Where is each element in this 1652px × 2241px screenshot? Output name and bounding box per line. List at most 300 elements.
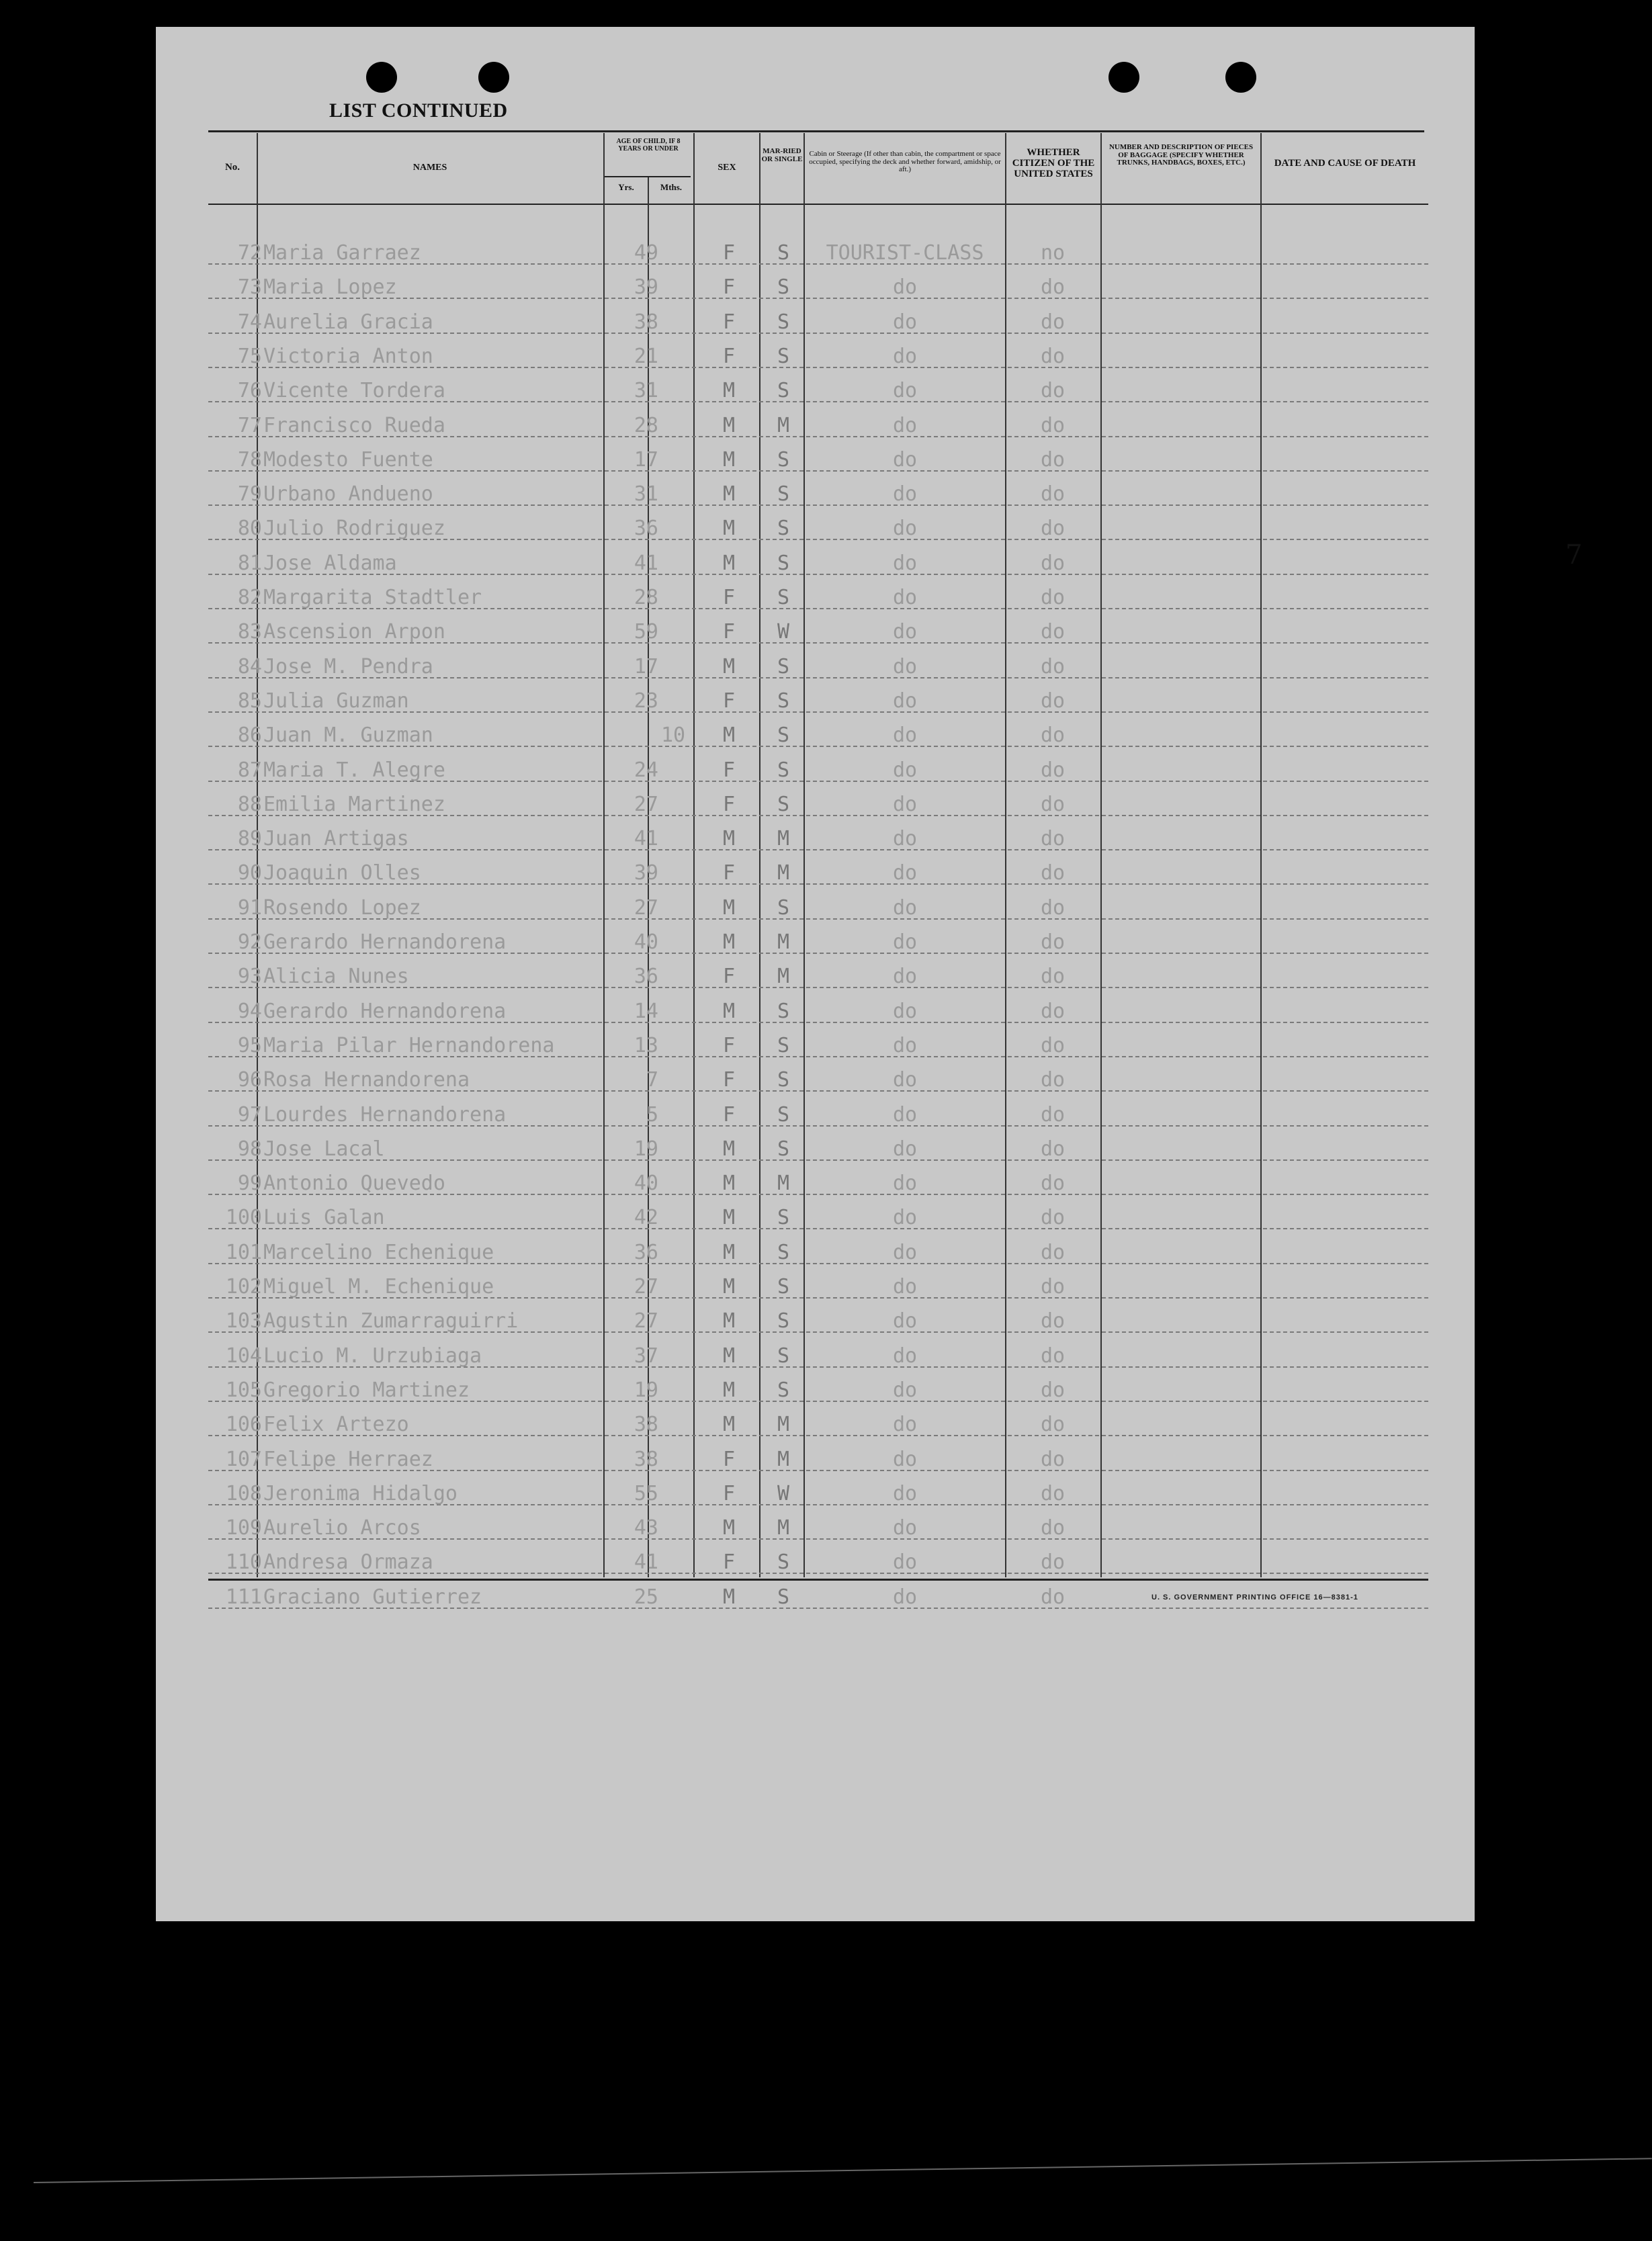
cell-mar: M xyxy=(777,930,790,954)
cell-sex: F xyxy=(722,1034,736,1057)
cell-cit: do xyxy=(1040,345,1066,368)
cell-mar: S xyxy=(777,275,790,299)
cell-cabin: do xyxy=(892,723,918,747)
cell-cabin: do xyxy=(892,586,918,609)
cell-no: 96 xyxy=(237,1068,262,1092)
cell-sex: F xyxy=(722,275,736,299)
cell-sex: M xyxy=(722,448,736,472)
cell-mar: S xyxy=(777,723,790,747)
cell-sex: F xyxy=(722,241,736,265)
cell-cit: do xyxy=(1040,482,1066,506)
margin-mark: 7 xyxy=(1565,539,1583,570)
cell-cabin: do xyxy=(892,861,918,885)
cell-yrs: 38 xyxy=(634,1448,658,1471)
cell-mar: S xyxy=(777,482,790,506)
scan-edge-line xyxy=(34,2158,1652,2183)
cell-mar: S xyxy=(777,1378,790,1402)
cell-sex: M xyxy=(722,827,736,850)
cell-cit: do xyxy=(1040,689,1066,713)
cell-mar: S xyxy=(777,310,790,334)
cell-name: Rosendo Lopez xyxy=(263,896,421,920)
cell-name: Agustin Zumarraguirri xyxy=(263,1309,519,1333)
cell-cit: do xyxy=(1040,1241,1066,1264)
cell-no: 76 xyxy=(237,379,262,402)
cell-yrs: 40 xyxy=(634,1172,658,1195)
cell-cit: no xyxy=(1040,241,1066,265)
cell-mar: S xyxy=(777,1103,790,1127)
cell-mar: S xyxy=(777,345,790,368)
cell-sex: M xyxy=(722,1309,736,1333)
cell-name: Jose Aldama xyxy=(263,552,397,575)
cell-yrs: 14 xyxy=(634,1000,658,1023)
manifest-page xyxy=(156,27,1583,1921)
cell-mar: S xyxy=(777,1309,790,1333)
cell-cabin: TOURIST-CLASS xyxy=(826,241,984,265)
cell-cabin: do xyxy=(892,1241,918,1264)
cell-sex: M xyxy=(722,1378,736,1402)
cell-sex: M xyxy=(722,552,736,575)
cell-cabin: do xyxy=(892,827,918,850)
cell-name: Vicente Tordera xyxy=(263,379,445,402)
cell-cit: do xyxy=(1040,655,1066,678)
cell-no: 88 xyxy=(237,793,262,816)
cell-cabin: do xyxy=(892,1378,918,1402)
cell-cit: do xyxy=(1040,1550,1066,1574)
cell-sex: F xyxy=(722,345,736,368)
cell-cit: do xyxy=(1040,896,1066,920)
cell-cabin: do xyxy=(892,310,918,334)
cell-yrs: 23 xyxy=(634,689,658,713)
cell-cabin: do xyxy=(892,1206,918,1229)
row-ruling xyxy=(208,1228,1428,1229)
cell-sex: F xyxy=(722,1103,736,1127)
cell-name: Maria Garraez xyxy=(263,241,421,265)
cell-yrs: 38 xyxy=(634,1413,658,1436)
cell-yrs: 5 xyxy=(646,1103,658,1127)
cell-name: Rosa Hernandorena xyxy=(263,1068,470,1092)
cell-yrs: 41 xyxy=(634,1550,658,1574)
cell-cit: do xyxy=(1040,1034,1066,1057)
header-bottom-rule xyxy=(208,204,1428,205)
cell-mar: S xyxy=(777,1206,790,1229)
cell-sex: F xyxy=(722,1448,736,1471)
cell-cabin: do xyxy=(892,1068,918,1092)
cell-mar: S xyxy=(777,793,790,816)
cell-yrs: 28 xyxy=(634,414,658,437)
cell-cit: do xyxy=(1040,1275,1066,1299)
cell-sex: M xyxy=(722,1516,736,1540)
cell-mar: S xyxy=(777,586,790,609)
cell-name: Julio Rodriguez xyxy=(263,517,445,540)
cell-sex: M xyxy=(722,930,736,954)
cell-no: 74 xyxy=(237,310,262,334)
cell-no: 99 xyxy=(237,1172,262,1195)
cell-no: 85 xyxy=(237,689,262,713)
cell-sex: F xyxy=(722,1482,736,1505)
cell-cabin: do xyxy=(892,1103,918,1127)
header-top-rule xyxy=(208,130,1424,132)
cell-mar: S xyxy=(777,896,790,920)
cell-yrs: 17 xyxy=(634,655,658,678)
cell-mar: M xyxy=(777,414,790,437)
cell-name: Alicia Nunes xyxy=(263,965,409,988)
cell-name: Juan M. Guzman xyxy=(263,723,433,747)
cell-mar: S xyxy=(777,655,790,678)
cell-sex: M xyxy=(722,1413,736,1436)
cell-yrs: 28 xyxy=(634,586,658,609)
cell-no: 87 xyxy=(237,758,262,782)
cell-mar: S xyxy=(777,552,790,575)
cell-sex: F xyxy=(722,861,736,885)
cell-cit: do xyxy=(1040,1413,1066,1436)
cell-cabin: do xyxy=(892,1516,918,1540)
cell-sex: M xyxy=(722,1172,736,1195)
cell-cabin: do xyxy=(892,1482,918,1505)
cell-sex: M xyxy=(722,896,736,920)
punch-hole xyxy=(478,62,509,93)
cell-mar: S xyxy=(777,758,790,782)
cell-cabin: do xyxy=(892,345,918,368)
cell-no: 94 xyxy=(237,1000,262,1023)
cell-cabin: do xyxy=(892,896,918,920)
cell-cabin: do xyxy=(892,1344,918,1368)
cell-cit: do xyxy=(1040,1585,1066,1609)
cell-cit: do xyxy=(1040,1103,1066,1127)
cell-cit: do xyxy=(1040,1137,1066,1161)
cell-no: 97 xyxy=(237,1103,262,1127)
cell-sex: M xyxy=(722,414,736,437)
cell-yrs: 37 xyxy=(634,1344,658,1368)
cell-sex: M xyxy=(722,1344,736,1368)
cell-yrs: 7 xyxy=(646,1068,658,1092)
cell-no: 107 xyxy=(225,1448,262,1471)
cell-cit: do xyxy=(1040,827,1066,850)
cell-cabin: do xyxy=(892,1034,918,1057)
cell-name: Gerardo Hernandorena xyxy=(263,1000,507,1023)
cell-cabin: do xyxy=(892,379,918,402)
cell-no: 106 xyxy=(225,1413,262,1436)
cell-name: Jose Lacal xyxy=(263,1137,385,1161)
cell-cabin: do xyxy=(892,517,918,540)
cell-name: Juan Artigas xyxy=(263,827,409,850)
cell-no: 83 xyxy=(237,620,262,644)
cell-yrs: 43 xyxy=(634,1516,658,1540)
cell-sex: F xyxy=(722,793,736,816)
cell-cit: do xyxy=(1040,793,1066,816)
cell-cabin: do xyxy=(892,793,918,816)
cell-yrs: 31 xyxy=(634,482,658,506)
cell-cit: do xyxy=(1040,586,1066,609)
cell-no: 90 xyxy=(237,861,262,885)
header-cabin: Cabin or Steerage (If other than cabin, the compartment or space occupied, specifying the deck and whether forward, amidship, or aft.) xyxy=(809,150,1001,174)
cell-yrs: 27 xyxy=(634,1309,658,1333)
cell-mar: W xyxy=(777,1482,790,1505)
cell-yrs: 36 xyxy=(634,517,658,540)
cell-yrs: 49 xyxy=(634,241,658,265)
cell-cit: do xyxy=(1040,1172,1066,1195)
cell-name: Aurelia Gracia xyxy=(263,310,433,334)
cell-mar: S xyxy=(777,448,790,472)
punch-hole xyxy=(1108,62,1139,93)
cell-sex: M xyxy=(722,482,736,506)
cell-cabin: do xyxy=(892,482,918,506)
header-no: No. xyxy=(224,162,241,173)
cell-mar: S xyxy=(777,1550,790,1574)
cell-cit: do xyxy=(1040,275,1066,299)
cell-cabin: do xyxy=(892,448,918,472)
cell-name: Maria Pilar Hernandorena xyxy=(263,1034,555,1057)
cell-mar: S xyxy=(777,1034,790,1057)
cell-name: Jeronima Hidalgo xyxy=(263,1482,458,1505)
header-baggage: NUMBER AND DESCRIPTION OF PIECES OF BAGGAGE (SPECIFY WHETHER TRUNKS, HANDBAGS, BOXES, ETC.) xyxy=(1108,143,1254,167)
header-yrs: Yrs. xyxy=(618,182,634,192)
header-mths: Mths. xyxy=(660,182,683,192)
cell-cabin: do xyxy=(892,930,918,954)
cell-no: 105 xyxy=(225,1378,262,1402)
cell-mar: M xyxy=(777,1516,790,1540)
cell-yrs: 39 xyxy=(634,861,658,885)
cell-mar: S xyxy=(777,1068,790,1092)
cell-mar: S xyxy=(777,1585,790,1609)
cell-yrs: 13 xyxy=(634,1034,658,1057)
cell-cit: do xyxy=(1040,379,1066,402)
cell-name: Lourdes Hernandorena xyxy=(263,1103,507,1127)
cell-mar: S xyxy=(777,1137,790,1161)
cell-no: 79 xyxy=(237,482,262,506)
cell-cit: do xyxy=(1040,930,1066,954)
cell-sex: F xyxy=(722,965,736,988)
cell-cabin: do xyxy=(892,275,918,299)
cell-cabin: do xyxy=(892,758,918,782)
cell-mar: S xyxy=(777,1000,790,1023)
cell-name: Francisco Rueda xyxy=(263,414,445,437)
cell-name: Maria T. Alegre xyxy=(263,758,445,782)
cell-mar: S xyxy=(777,517,790,540)
column-divider xyxy=(1260,133,1262,1577)
cell-yrs: 42 xyxy=(634,1206,658,1229)
cell-cabin: do xyxy=(892,1172,918,1195)
cell-cit: do xyxy=(1040,1516,1066,1540)
cell-cit: do xyxy=(1040,1482,1066,1505)
cell-no: 100 xyxy=(225,1206,262,1229)
cell-cabin: do xyxy=(892,552,918,575)
cell-name: Joaquin Olles xyxy=(263,861,421,885)
cell-cabin: do xyxy=(892,1000,918,1023)
cell-no: 82 xyxy=(237,586,262,609)
cell-cit: do xyxy=(1040,1309,1066,1333)
cell-cabin: do xyxy=(892,414,918,437)
cell-no: 81 xyxy=(237,552,262,575)
cell-cit: do xyxy=(1040,965,1066,988)
cell-cabin: do xyxy=(892,1585,918,1609)
cell-sex: F xyxy=(722,689,736,713)
cell-cabin: do xyxy=(892,689,918,713)
cell-cabin: do xyxy=(892,1550,918,1574)
cell-yrs: 36 xyxy=(634,1241,658,1264)
cell-sex: M xyxy=(722,1137,736,1161)
cell-name: Modesto Fuente xyxy=(263,448,433,472)
cell-no: 101 xyxy=(225,1241,262,1264)
cell-cabin: do xyxy=(892,655,918,678)
header-married: MAR-RIED OR SINGLE xyxy=(761,147,803,163)
cell-no: 77 xyxy=(237,414,262,437)
cell-yrs: 17 xyxy=(634,448,658,472)
cell-cit: do xyxy=(1040,310,1066,334)
cell-sex: F xyxy=(722,758,736,782)
cell-name: Margarita Stadtler xyxy=(263,586,482,609)
cell-no: 111 xyxy=(225,1585,262,1609)
cell-name: Emilia Martinez xyxy=(263,793,445,816)
cell-yrs: 31 xyxy=(634,379,658,402)
cell-cit: do xyxy=(1040,1344,1066,1368)
cell-sex: M xyxy=(722,1585,736,1609)
cell-yrs: 24 xyxy=(634,758,658,782)
cell-mar: S xyxy=(777,1241,790,1264)
cell-no: 78 xyxy=(237,448,262,472)
cell-sex: M xyxy=(722,655,736,678)
cell-cit: do xyxy=(1040,1378,1066,1402)
cell-no: 102 xyxy=(225,1275,262,1299)
header-citizen: WHETHER CITIZEN OF THE UNITED STATES xyxy=(1012,147,1095,179)
cell-cit: do xyxy=(1040,861,1066,885)
cell-name: Gregorio Martinez xyxy=(263,1378,470,1402)
cell-mar: W xyxy=(777,620,790,644)
cell-name: Gerardo Hernandorena xyxy=(263,930,507,954)
cell-mar: S xyxy=(777,241,790,265)
cell-name: Jose M. Pendra xyxy=(263,655,433,678)
cell-cabin: do xyxy=(892,1275,918,1299)
cell-name: Maria Lopez xyxy=(263,275,397,299)
cell-yrs: 55 xyxy=(634,1482,658,1505)
cell-yrs: 41 xyxy=(634,827,658,850)
age-subheader-rule xyxy=(603,176,691,177)
cell-mar: M xyxy=(777,1172,790,1195)
cell-cit: do xyxy=(1040,758,1066,782)
punch-hole xyxy=(366,62,397,93)
cell-sex: M xyxy=(722,1241,736,1264)
cell-name: Andresa Ormaza xyxy=(263,1550,433,1574)
cell-name: Antonio Quevedo xyxy=(263,1172,445,1195)
cell-cit: do xyxy=(1040,414,1066,437)
cell-no: 103 xyxy=(225,1309,262,1333)
cell-name: Julia Guzman xyxy=(263,689,409,713)
cell-mar: M xyxy=(777,1413,790,1436)
cell-mar: M xyxy=(777,861,790,885)
cell-no: 93 xyxy=(237,965,262,988)
cell-no: 73 xyxy=(237,275,262,299)
cell-sex: F xyxy=(722,1550,736,1574)
cell-no: 86 xyxy=(237,723,262,747)
cell-mar: S xyxy=(777,1275,790,1299)
cell-sex: M xyxy=(722,1206,736,1229)
cell-cabin: do xyxy=(892,1309,918,1333)
cell-no: 72 xyxy=(237,241,262,265)
cell-no: 104 xyxy=(225,1344,262,1368)
cell-sex: F xyxy=(722,310,736,334)
cell-no: 80 xyxy=(237,517,262,540)
cell-name: Aurelio Arcos xyxy=(263,1516,421,1540)
table-bottom-rule xyxy=(208,1579,1428,1581)
cell-no: 98 xyxy=(237,1137,262,1161)
cell-yrs: 41 xyxy=(634,552,658,575)
cell-yrs: 38 xyxy=(634,310,658,334)
cell-cit: do xyxy=(1040,723,1066,747)
cell-cit: do xyxy=(1040,517,1066,540)
cell-yrs: 27 xyxy=(634,896,658,920)
cell-cabin: do xyxy=(892,620,918,644)
cell-yrs: 40 xyxy=(634,930,658,954)
cell-sex: M xyxy=(722,517,736,540)
cell-mar: S xyxy=(777,689,790,713)
column-divider xyxy=(693,133,695,1577)
cell-mths: 10 xyxy=(660,723,686,747)
cell-no: 75 xyxy=(237,345,262,368)
cell-name: Miguel M. Echenique xyxy=(263,1275,494,1299)
punch-hole xyxy=(1225,62,1256,93)
cell-yrs: 27 xyxy=(634,1275,658,1299)
cell-cabin: do xyxy=(892,965,918,988)
cell-cabin: do xyxy=(892,1137,918,1161)
cell-no: 92 xyxy=(237,930,262,954)
cell-name: Graciano Gutierrez xyxy=(263,1585,482,1609)
header-death: DATE AND CAUSE OF DEATH xyxy=(1274,158,1416,169)
cell-no: 110 xyxy=(225,1550,262,1574)
cell-cit: do xyxy=(1040,448,1066,472)
cell-name: Urbano Andueno xyxy=(263,482,433,506)
cell-mar: M xyxy=(777,1448,790,1471)
header-names: NAMES xyxy=(412,163,447,173)
cell-yrs: 39 xyxy=(634,275,658,299)
cell-name: Felipe Herraez xyxy=(263,1448,433,1471)
cell-yrs: 36 xyxy=(634,965,658,988)
cell-no: 108 xyxy=(225,1482,262,1505)
cell-name: Lucio M. Urzubiaga xyxy=(263,1344,482,1368)
cell-cit: do xyxy=(1040,1448,1066,1471)
cell-sex: M xyxy=(722,379,736,402)
cell-yrs: 59 xyxy=(634,620,658,644)
cell-name: Marcelino Echenique xyxy=(263,1241,494,1264)
cell-cit: do xyxy=(1040,1206,1066,1229)
cell-yrs: 19 xyxy=(634,1378,658,1402)
cell-no: 84 xyxy=(237,655,262,678)
cell-yrs: 21 xyxy=(634,345,658,368)
cell-cit: do xyxy=(1040,552,1066,575)
cell-sex: M xyxy=(722,1275,736,1299)
header-sex: SEX xyxy=(718,163,736,173)
cell-no: 89 xyxy=(237,827,262,850)
cell-sex: F xyxy=(722,620,736,644)
cell-yrs: 27 xyxy=(634,793,658,816)
cell-cit: do xyxy=(1040,620,1066,644)
cell-name: Victoria Anton xyxy=(263,345,433,368)
cell-cabin: do xyxy=(892,1413,918,1436)
cell-sex: F xyxy=(722,586,736,609)
cell-no: 91 xyxy=(237,896,262,920)
cell-sex: M xyxy=(722,723,736,747)
cell-no: 95 xyxy=(237,1034,262,1057)
cell-no: 109 xyxy=(225,1516,262,1540)
cell-yrs: 19 xyxy=(634,1137,658,1161)
printer-note: U. S. GOVERNMENT PRINTING OFFICE 16—8381-1 xyxy=(1151,1593,1358,1601)
cell-cit: do xyxy=(1040,1068,1066,1092)
row-ruling xyxy=(208,1159,1428,1161)
cell-sex: F xyxy=(722,1068,736,1092)
cell-cit: do xyxy=(1040,1000,1066,1023)
cell-name: Ascension Arpon xyxy=(263,620,445,644)
cell-mar: S xyxy=(777,379,790,402)
header-age: AGE OF CHILD, IF 8 YEARS OR UNDER xyxy=(616,138,681,152)
cell-sex: M xyxy=(722,1000,736,1023)
